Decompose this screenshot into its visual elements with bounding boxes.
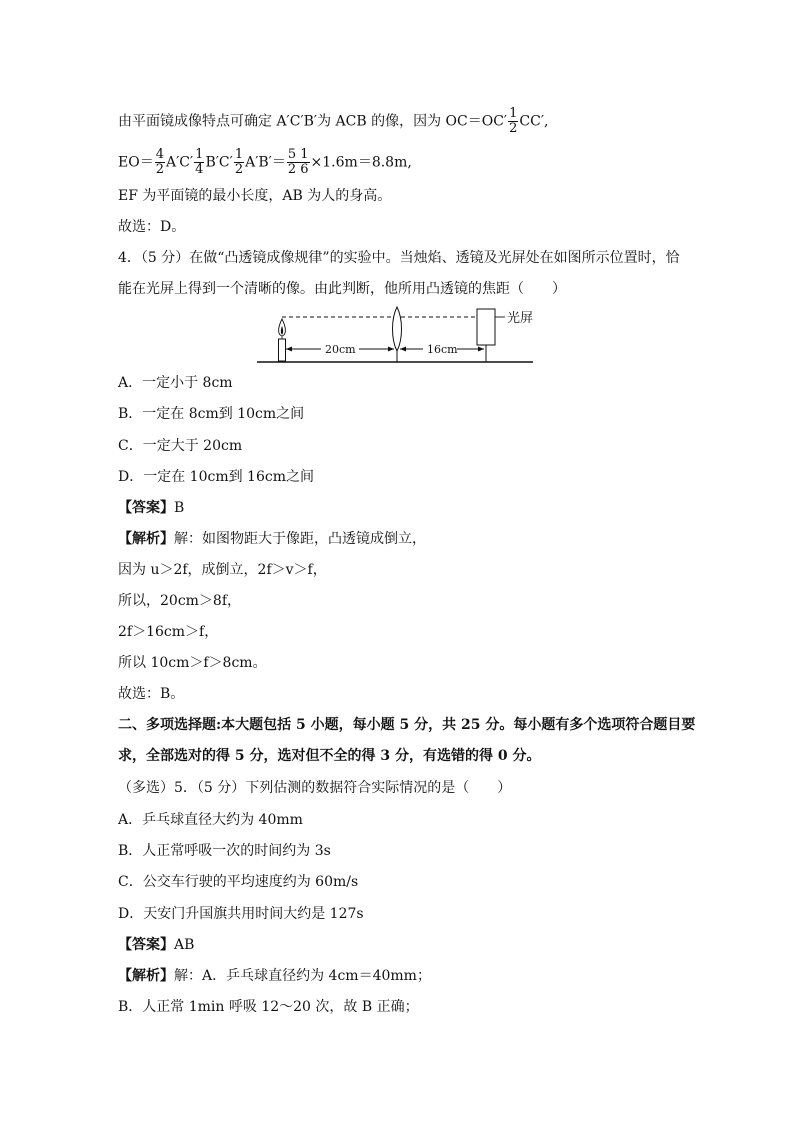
fraction: $\frac{1}{4}$	[195, 147, 204, 177]
solution-text: ×1.6m＝8.8m,	[310, 154, 412, 171]
analysis-line: 2f＞16cm＞f，	[118, 624, 219, 640]
analysis-line: B．人正常 1min 呼吸 12～20 次，故 B 正确；	[118, 999, 419, 1015]
solution-line: 故选：D。	[118, 219, 186, 235]
option-a: A．一定小于 8cm	[118, 375, 233, 391]
analysis-line: 故选：B。	[118, 686, 185, 702]
solution-text: A′C′	[165, 154, 194, 171]
analysis-line: 所以 10cm＞f＞8cm。	[118, 655, 267, 671]
option-d: D．天安门升国旗共用时间大约是 127s	[118, 906, 364, 922]
fraction: $\frac{5 1}{2 6}$	[287, 147, 309, 177]
screen-label: 光屏	[507, 311, 534, 326]
option-b: B．一定在 8cm到 10cm之间	[118, 406, 305, 422]
answer-value: AB	[174, 937, 195, 953]
solution-text: CC′,	[519, 113, 549, 130]
distance-label-right: 16cm	[427, 343, 458, 356]
solution-line: EF 为平面镜的最小长度，AB 为人的身高。	[118, 188, 392, 204]
solution-text: EO＝	[118, 154, 154, 171]
analysis-tag: 【解析】	[118, 531, 174, 547]
option-d: D．一定在 10cm到 16cm之间	[118, 469, 314, 485]
analysis-text: 解：A．乒乓球直径约为 4cm＝40mm；	[174, 968, 431, 984]
distance-label-left: 20cm	[325, 343, 356, 356]
fraction: $\frac{1}{2}$	[234, 147, 244, 177]
solution-line	[118, 107, 548, 136]
analysis-line	[118, 530, 426, 548]
answer-line	[118, 499, 184, 517]
analysis-line	[118, 967, 431, 985]
option-c: C．公交车行驶的平均速度约为 60m/s	[118, 874, 359, 890]
question-stem: 4．（5 分）在做“凸透镜成像规律”的实验中。当烛焰、透镜及光屏处在如图所示位置时，恰	[118, 250, 680, 266]
convex-lens-icon	[393, 307, 402, 362]
option-b: B．人正常呼吸一次的时间约为 3s	[118, 843, 331, 859]
section-heading: 二、多项选择题:本大题包括 5 小题，每小题 5 分，共 25 分。每小题有多个选项符合题目要	[118, 717, 696, 733]
question-stem: 能在光屏上得到一个清晰的像。由此判断，他所用凸透镜的焦距（ ）	[118, 281, 566, 297]
analysis-line: 所以，20cm＞8f，	[118, 593, 242, 609]
fraction: $\frac{4}{2}$	[155, 147, 164, 177]
analysis-line: 因为 u＞2f，成倒立，2f＞v＞f，	[118, 562, 327, 578]
answer-tag: 【答案】	[118, 500, 174, 516]
light-screen-icon	[477, 309, 505, 362]
question-stem: （多选）5．（5 分）下列估测的数据符合实际情况的是（ ）	[118, 780, 512, 796]
option-c: C．一定大于 20cm	[118, 438, 243, 454]
fraction: $\frac{1}{2}$	[509, 106, 518, 136]
analysis-tag: 【解析】	[118, 968, 174, 984]
answer-line	[118, 936, 194, 954]
lens-experiment-figure	[255, 305, 535, 367]
solution-text: B′C′	[205, 154, 233, 171]
solution-text: A′B′＝	[245, 154, 286, 171]
answer-tag: 【答案】	[118, 937, 174, 953]
solution-text: 由平面镜成像特点可确定 A′C′B′为 ACB 的像，因为 OC＝OC′	[118, 113, 508, 130]
analysis-text: 解：如图物距大于像距，凸透镜成倒立，	[174, 531, 426, 547]
solution-line	[118, 148, 412, 177]
candle-icon	[279, 319, 286, 361]
answer-value: B	[174, 500, 185, 516]
section-heading: 求，全部选对的得 5 分，选对但不全的得 3 分，有选错的得 0 分。	[118, 748, 541, 764]
option-a: A．乒乓球直径大约为 40mm	[118, 812, 303, 828]
